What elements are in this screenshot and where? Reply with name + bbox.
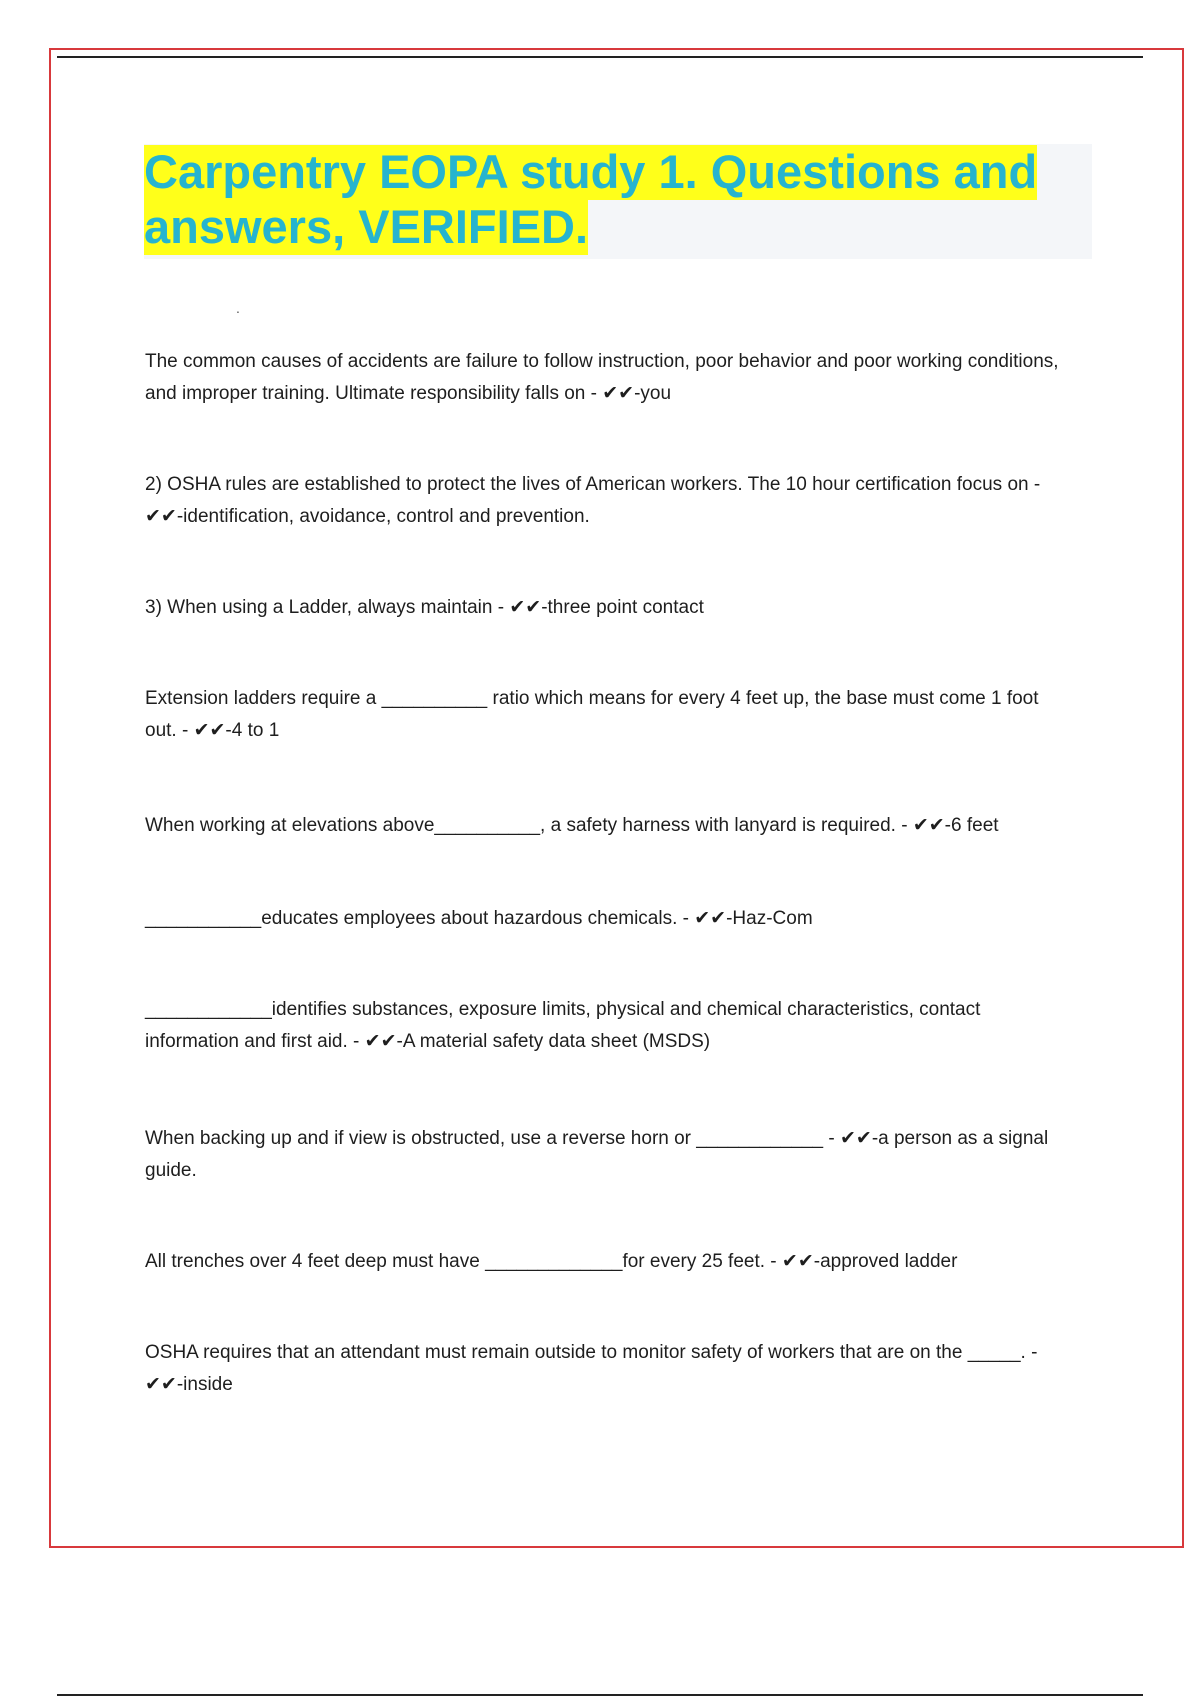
qa-item: 2) OSHA rules are established to protect the lives of American workers. The 10 hour certification focus on - ✔✔-identification, avoidance, control and prevention.: [145, 474, 1041, 527]
qa-item: When backing up and if view is obstructed, use a reverse horn or ____________ - ✔✔-a person as a signal guide.: [145, 1128, 1049, 1181]
document-title-text: Carpentry EOPA study 1. Questions and answers, VERIFIED.: [144, 145, 1038, 253]
qa-item: OSHA requires that an attendant must remain outside to monitor safety of workers that are on the _____. - ✔✔-inside: [145, 1342, 1038, 1395]
qa-item: Extension ladders require a __________ ratio which means for every 4 feet up, the base must come 1 foot out. - ✔✔-4 to 1: [145, 688, 1039, 741]
stray-dot: .: [236, 300, 240, 316]
qa-item: When working at elevations above__________, a safety harness with lanyard is required. - ✔✔-6 feet: [145, 815, 999, 836]
qa-item: 3) When using a Ladder, always maintain - ✔✔-three point contact: [145, 597, 704, 618]
top-rule: [57, 56, 1143, 58]
document-title: [144, 144, 1092, 254]
qa-item: ____________identifies substances, exposure limits, physical and chemical characteristics, contact information and first aid. - ✔✔-A material safety data sheet (MSDS): [145, 999, 981, 1052]
title-block: [144, 144, 1092, 259]
qa-item: ___________educates employees about hazardous chemicals. - ✔✔-Haz-Com: [145, 908, 813, 929]
page-border: [49, 48, 1184, 1548]
qa-item: The common causes of accidents are failure to follow instruction, poor behavior and poor working conditions, and improper training. Ultimate responsibility falls on - ✔✔-you: [145, 351, 1059, 404]
qa-item: All trenches over 4 feet deep must have _____________for every 25 feet. - ✔✔-approved ladder: [145, 1251, 958, 1272]
bottom-rule: [57, 1694, 1143, 1696]
